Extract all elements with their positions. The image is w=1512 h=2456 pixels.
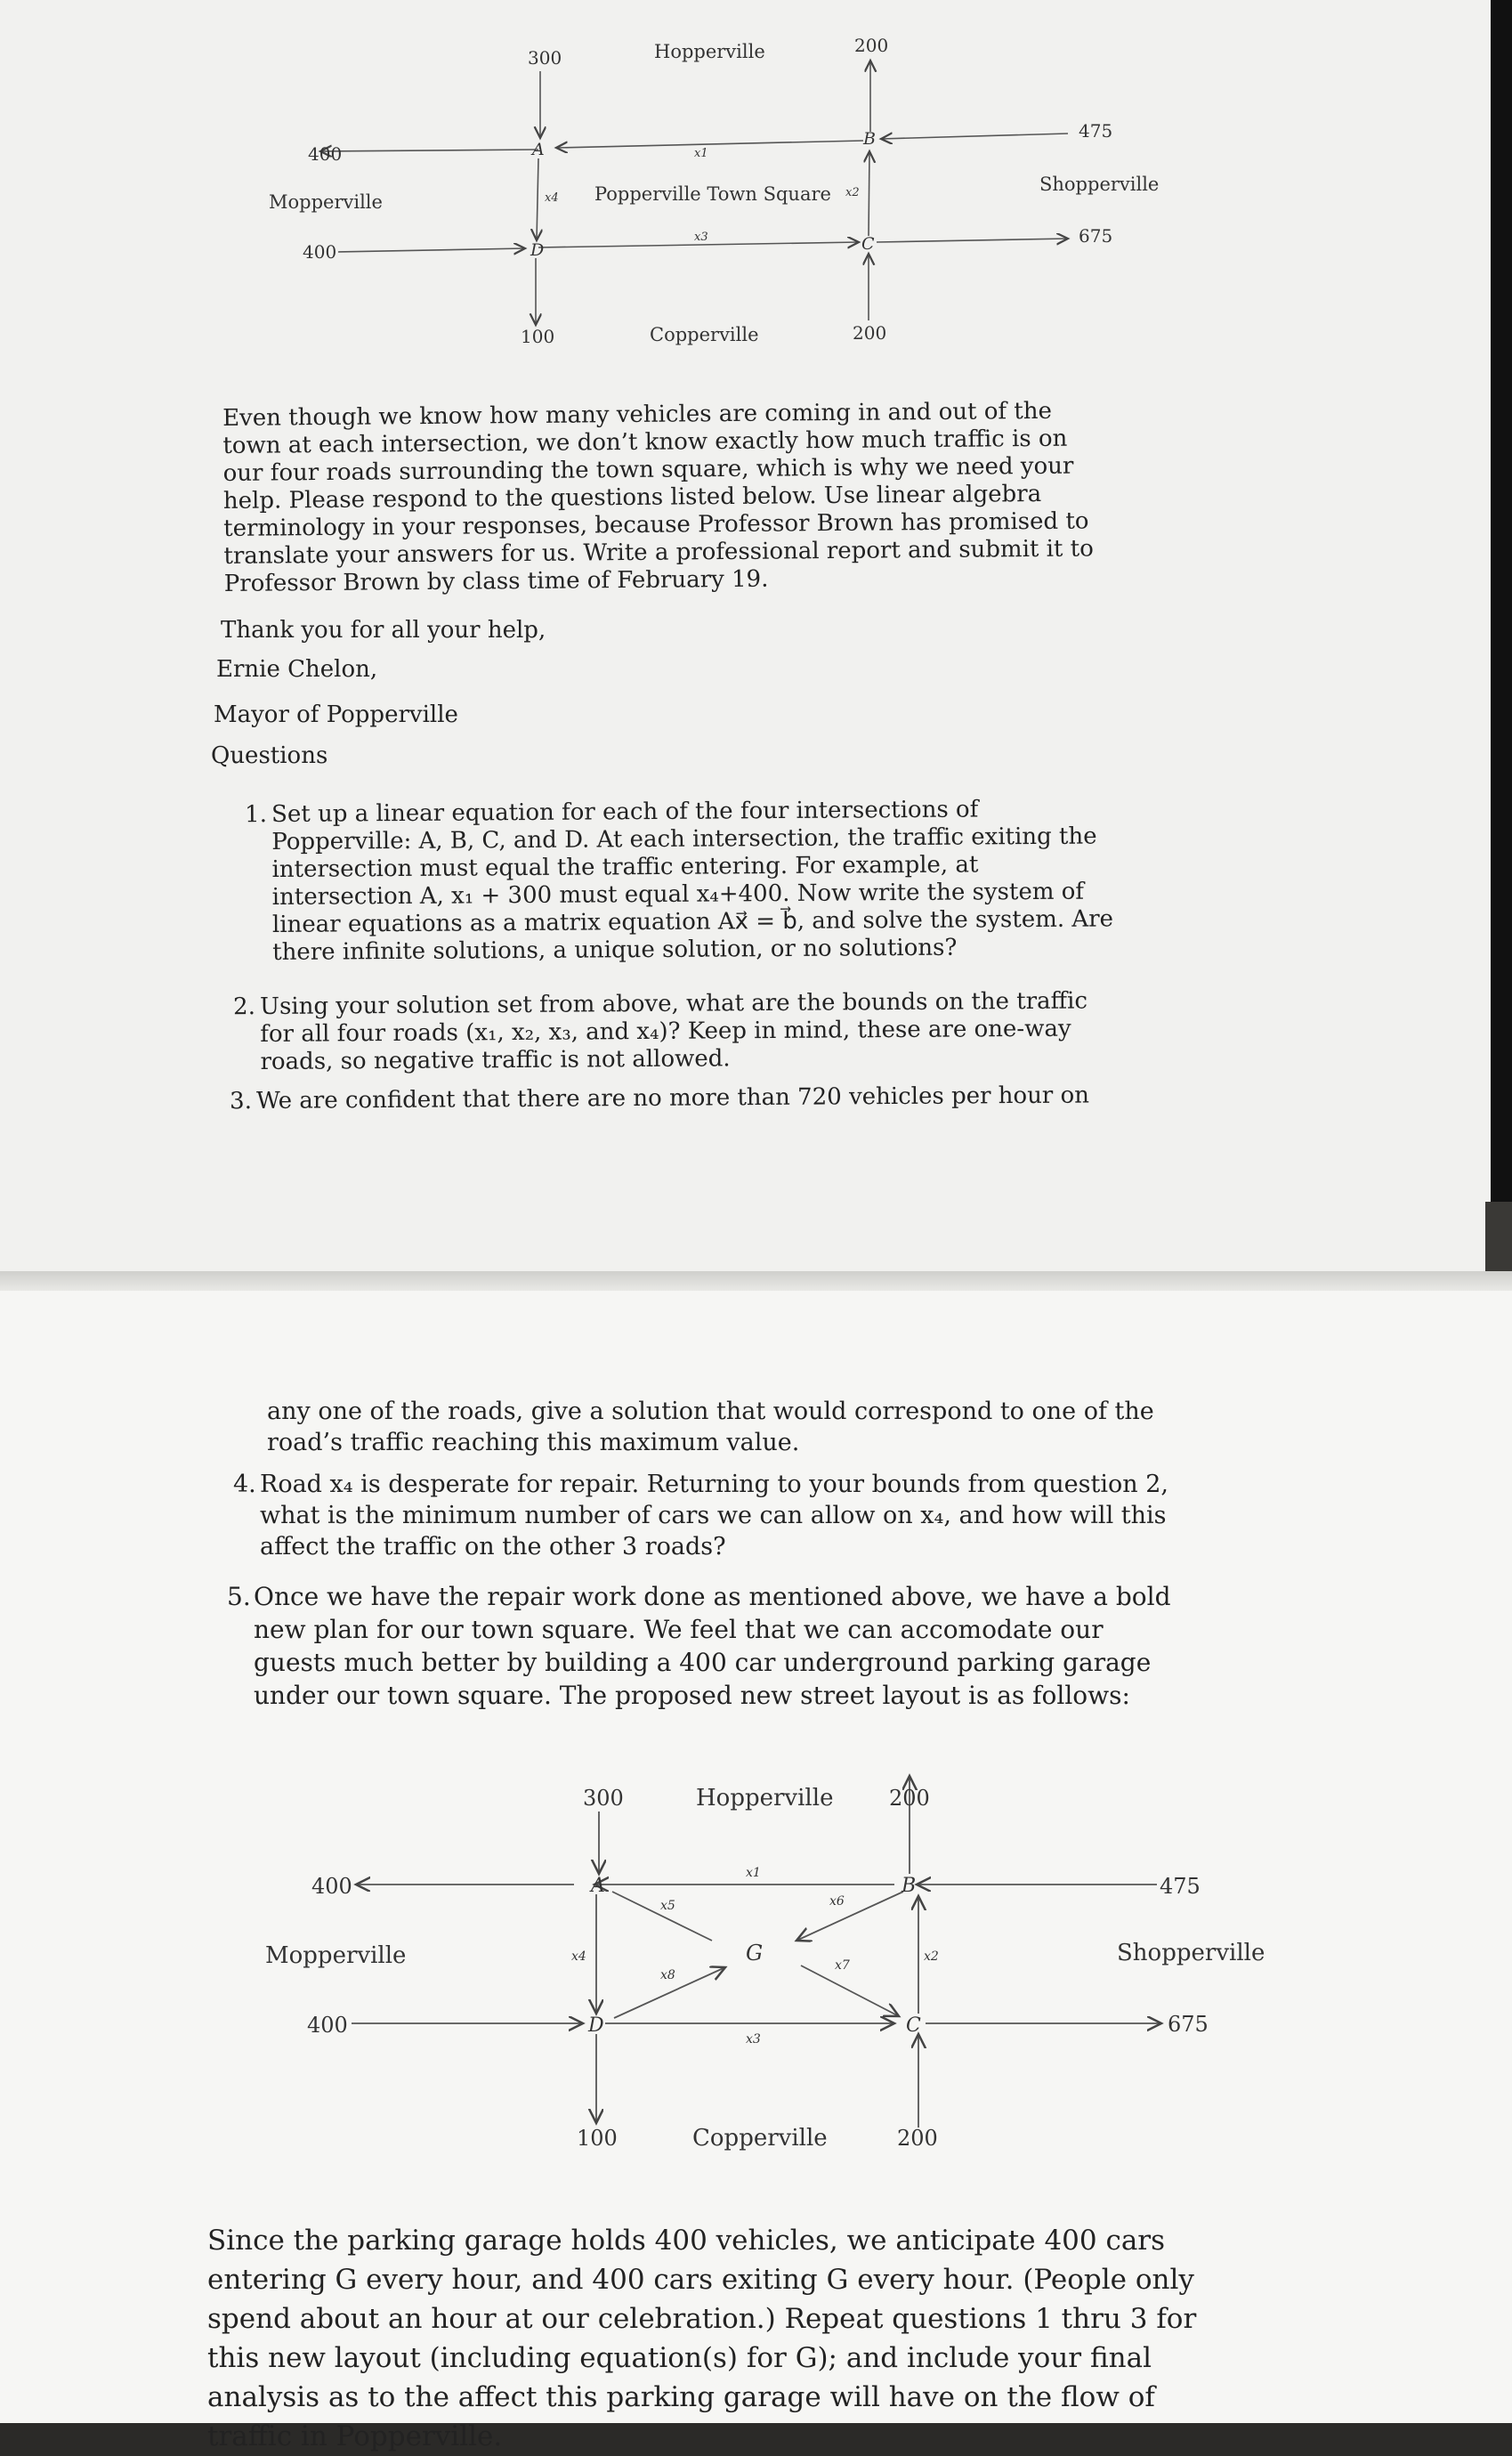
question-4 [233, 1469, 1172, 1562]
road-label: x2 [924, 1949, 939, 1964]
road-label: x7 [835, 1958, 850, 1973]
flow-label: 400 [303, 241, 337, 263]
flow-label: 200 [853, 322, 887, 344]
flow-label: 675 [1079, 225, 1113, 247]
road-label: x3 [746, 2032, 761, 2047]
question-text: Using your solution set from above, what are the bounds on the traffic for all four roads (x₁, x₂, x₃, and x₄)? Keep in mind, these are one-way roads, so negative traffic is not allowed. [260, 987, 1088, 1075]
question-number: 2. [233, 993, 256, 1021]
question-text: We are confident that there are no more than 720 vehicles per hour on [256, 1082, 1090, 1115]
node-label: A [532, 140, 545, 159]
road-bottom-left [338, 248, 525, 252]
traffic-diagram-1 [0, 0, 1246, 356]
node-label: D [530, 240, 545, 260]
road-x1 [556, 141, 863, 148]
question-number: 5. [227, 1582, 251, 1611]
question-1 [245, 795, 1118, 967]
question-text: Set up a linear equation for each of the four intersections of Popperville: A, B, C, and D. At each intersection, the traffic exiting the intersection must equal the traffic entering. For example, at intersection A, x₁ + 300 must equal x₄+400. Now write the system of linear equations as a matrix equation Ax⃗ = b⃗, and solve the system. Are there infinite solutions, a unique solution, or no solutions? [271, 796, 1114, 966]
node-label: C [861, 234, 875, 254]
question-3 [230, 1082, 1120, 1115]
letter-thanks: Thank you for all your help, [221, 617, 546, 644]
street-label: Copperville [650, 324, 759, 345]
question-text: Once we have the repair work done as mentioned above, we have a bold new plan for our town square. We feel that we can accomodate our guests much better by building a 400 car underground parking garage under our town square. The proposed new street layout is as follows: [254, 1582, 1171, 1710]
node-label: D [588, 2014, 604, 2037]
node-label: B [902, 1875, 917, 1897]
question-5 [227, 1580, 1179, 1712]
road-label: x2 [845, 186, 860, 199]
flow-label: 200 [854, 35, 889, 56]
road-x7 [801, 1966, 899, 2016]
node-label: A [591, 1875, 605, 1897]
road-label: x3 [694, 231, 708, 244]
street-label: Copperville [692, 2125, 828, 2152]
flow-label: 200 [897, 2126, 938, 2151]
street-label: Mopperville [269, 191, 383, 213]
letter-title: Mayor of Popperville [214, 701, 458, 728]
flow-label: 475 [1079, 120, 1113, 142]
closing-paragraph: Since the parking garage holds 400 vehicles, we anticipate 400 cars entering G every hour, and 400 cars exiting G every hour. (People only spend about an hour at our celebration.) Repeat questions 1 thru 3 for this new layout (including equation(s) for G); and include your final analysis as to the affect this parking garage will have on the flow of traffic in Popperville. [207, 2225, 1197, 2452]
road-bottom-right [877, 239, 1068, 242]
road-top-right [881, 134, 1068, 139]
flow-label: 675 [1168, 2012, 1209, 2037]
road-label: x1 [746, 1866, 761, 1880]
question-2 [233, 987, 1115, 1076]
node-label: B [863, 129, 876, 149]
background-edge [1491, 0, 1512, 1202]
question-number: 4. [233, 1471, 256, 1498]
road-x4 [537, 158, 538, 240]
flow-label: 300 [583, 1786, 624, 1811]
road-top-left [320, 150, 538, 151]
question-number: 3. [230, 1088, 253, 1115]
street-label: Shopperville [1117, 1940, 1265, 1966]
traffic-diagram-2 [0, 1727, 1512, 2190]
square-label: Popperville Town Square [594, 183, 831, 205]
questions-heading: Questions [211, 742, 328, 769]
question-number: 1. [245, 801, 268, 829]
flow-label: 400 [308, 143, 343, 165]
road-x6 [796, 1892, 903, 1941]
node-label: C [906, 2014, 921, 2037]
letter-body: Even though we know how many vehicles are coming in and out of the town at each intersection, we don’t know exactly how much traffic is on our four roads surrounding the town square, which is why we need your help. Please respond to the questions listed below. Use linear algebra terminology in your responses, because Professor Brown has promised to translate your answers for us. Write a professional report and submit it to Professor Brown by class time of February 19. [222, 397, 1094, 597]
page-bottom-sheet [0, 1286, 1512, 2452]
flow-label: 100 [577, 2126, 618, 2151]
road-label: x4 [545, 191, 559, 205]
flow-label: 400 [307, 2013, 348, 2038]
letter-signature: Ernie Chelon, [216, 656, 378, 683]
road-label: x6 [829, 1894, 845, 1909]
question-3-continued: any one of the roads, give a solution that would correspond to one of the road’s traffic reaching this maximum value. [267, 1398, 1154, 1456]
street-label: Mopperville [265, 1942, 407, 1969]
flow-label: 300 [528, 47, 562, 69]
road-label: x4 [571, 1949, 586, 1964]
flow-label: 400 [311, 1874, 352, 1899]
road-label: x1 [694, 147, 708, 160]
street-label: Hopperville [696, 1785, 834, 1812]
flow-label: 200 [889, 1786, 930, 1811]
street-label: Hopperville [654, 41, 765, 62]
street-label: Shopperville [1039, 174, 1160, 195]
question-text: Road x₄ is desperate for repair. Returning to your bounds from question 2, what is the minimum number of cars we can allow on x₄, and how will this affect the traffic on the other 3 roads? [260, 1471, 1168, 1560]
road-label: x5 [660, 1899, 675, 1913]
road-label: x8 [660, 1968, 675, 1982]
flow-label: 100 [521, 326, 555, 347]
flow-label: 475 [1160, 1874, 1201, 1899]
page-fold-shadow [0, 1271, 1512, 1291]
node-label: G [746, 1941, 764, 1966]
